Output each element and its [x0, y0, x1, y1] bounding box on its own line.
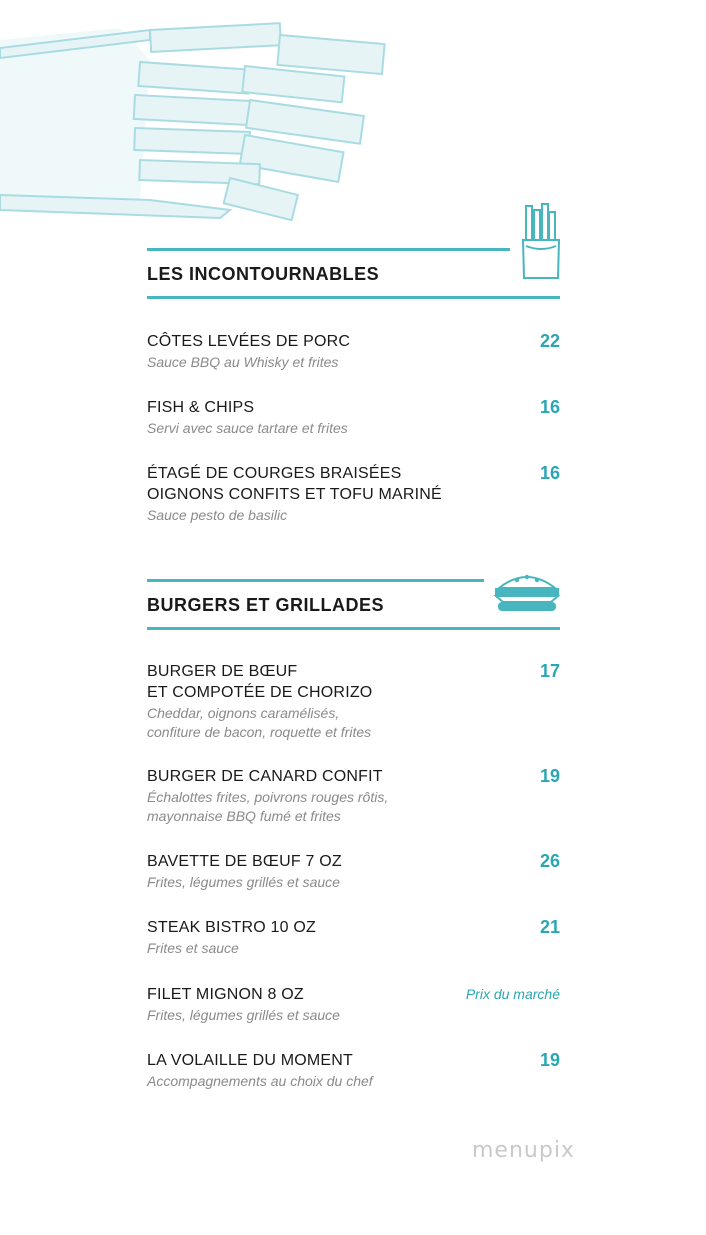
section-bottom-rule [147, 296, 560, 299]
item-description: Échalottes frites, poivrons rouges rôtis, mayonnaise BBQ fumé et frites [147, 789, 389, 824]
item-name: BURGER DE BŒUF ET COMPOTÉE DE CHORIZO [147, 663, 373, 701]
item-description: Servi avec sauce tartare et frites [147, 420, 348, 436]
watermark: menupix [472, 1138, 575, 1163]
item-price: 26 [539, 851, 560, 871]
item-description: Accompagnements au choix du chef [147, 1073, 373, 1089]
item-name: BURGER DE CANARD CONFIT [147, 768, 383, 785]
item-price: 16 [539, 463, 560, 483]
item-price: 22 [539, 331, 560, 351]
section-title: LES INCONTOURNABLES [147, 264, 380, 284]
section-top-rule [147, 579, 484, 582]
item-name: STEAK BISTRO 10 OZ [147, 919, 316, 936]
item-price: 19 [539, 1050, 560, 1070]
item-name: CÔTES LEVÉES DE PORC [147, 333, 351, 350]
section-bottom-rule [147, 627, 560, 630]
section-top-rule [147, 248, 510, 251]
fries-box-icon [518, 200, 564, 282]
item-price: 17 [539, 661, 560, 681]
menu-item [147, 917, 560, 958]
menu-item [147, 331, 560, 372]
menu-item [147, 397, 560, 438]
item-price: Prix du marché [465, 986, 560, 1002]
menu-item [147, 984, 560, 1025]
item-price: 16 [539, 397, 560, 417]
fries-illustration-icon [0, 0, 400, 230]
menu-item [147, 851, 560, 892]
item-name: FILET MIGNON 8 OZ [147, 986, 304, 1003]
item-price: 19 [539, 766, 560, 786]
section-incontournables [147, 248, 560, 300]
item-name: LA VOLAILLE DU MOMENT [147, 1052, 354, 1069]
item-name: BAVETTE DE BŒUF 7 OZ [147, 853, 342, 870]
item-description: Frites, légumes grillés et sauce [147, 1007, 340, 1023]
section-title: BURGERS ET GRILLADES [147, 595, 385, 615]
item-description: Cheddar, oignons caramélisés, confiture de bacon, roquette et frites [147, 705, 372, 740]
menu-item [147, 1050, 560, 1091]
menu-item [147, 661, 560, 742]
item-price: 21 [539, 917, 560, 937]
item-description: Frites, légumes grillés et sauce [147, 874, 340, 890]
menu-item [147, 463, 560, 525]
burger-icon [493, 568, 561, 614]
item-description: Frites et sauce [147, 940, 239, 956]
menu-item [147, 766, 560, 826]
item-description: Sauce pesto de basilic [147, 507, 288, 523]
item-name: ÉTAGÉ DE COURGES BRAISÉES OIGNONS CONFITS ET TOFU MARINÉ [147, 465, 442, 503]
item-name: FISH & CHIPS [147, 399, 255, 416]
item-description: Sauce BBQ au Whisky et frites [147, 354, 339, 370]
